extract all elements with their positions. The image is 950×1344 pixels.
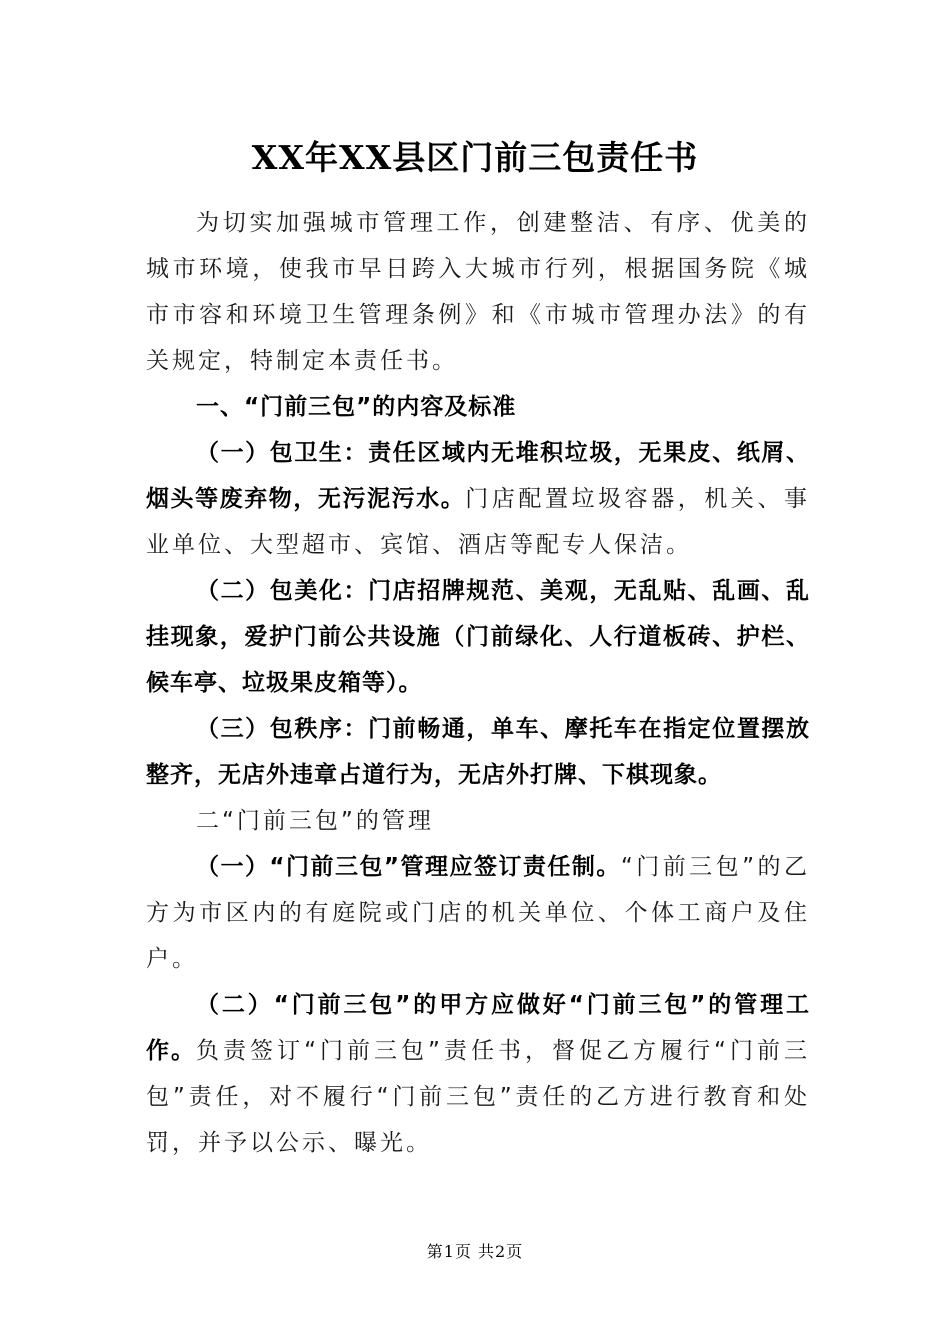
management-clause-1 — [146, 844, 810, 982]
management-clause-2 — [146, 982, 810, 1166]
clause-hygiene — [146, 430, 810, 568]
clause-order: （三）包秩序：门前畅通，单车、摩托车在指定位置摆放整齐，无店外违章占道行为，无店外打牌、下棋现象。 — [146, 716, 810, 788]
section-heading-1: 一、“门前三包”的内容及标准 — [196, 394, 517, 420]
document-body — [146, 200, 810, 1166]
section-heading-2: 二“门前三包”的管理 — [196, 808, 434, 834]
management-clause-1-light: “门前三包”的乙方为市区内的有庭院或门店的机关单位、个体工商户及住户。 — [146, 854, 810, 972]
intro-paragraph: 为切实加强城市管理工作，创建整洁、有序、优美的城市环境，使我市早日跨入大城市行列，根据国务院《城市市容和环境卫生管理条例》和《市城市管理办法》的有关规定，特制定本责任书。 — [146, 210, 810, 374]
document-title: XX年XX县区门前三包责任书 — [251, 138, 699, 177]
management-clause-1-heavy: （一）“门前三包”管理应签订责任制。 — [196, 854, 621, 880]
management-clause-2-heavy: （二）“门前三包”的甲方应做好“门前三包”的管理工作。 — [146, 992, 810, 1064]
page-footer: 第1页 共2页 — [426, 1242, 524, 1261]
clause-hygiene-light: 门店配置垃圾容器，机关、事业单位、大型超市、宾馆、酒店等配专人保洁。 — [146, 486, 811, 558]
clause-beautify: （二）包美化：门店招牌规范、美观，无乱贴、乱画、乱挂现象，爱护门前公共设施（门前绿化、人行道板砖、护栏、候车亭、垃圾果皮箱等）。 — [146, 578, 810, 696]
clause-hygiene-heavy: （一）包卫生：责任区域内无堆积垃圾，无果皮、纸屑、烟头等废弃物，无污泥污水。 — [146, 440, 810, 512]
management-clause-2-light: 负责签订“门前三包”责任书，督促乙方履行“门前三包”责任，对不履行“门前三包”责任的乙方进行教育和处罚，并予以公示、曝光。 — [146, 1038, 811, 1156]
